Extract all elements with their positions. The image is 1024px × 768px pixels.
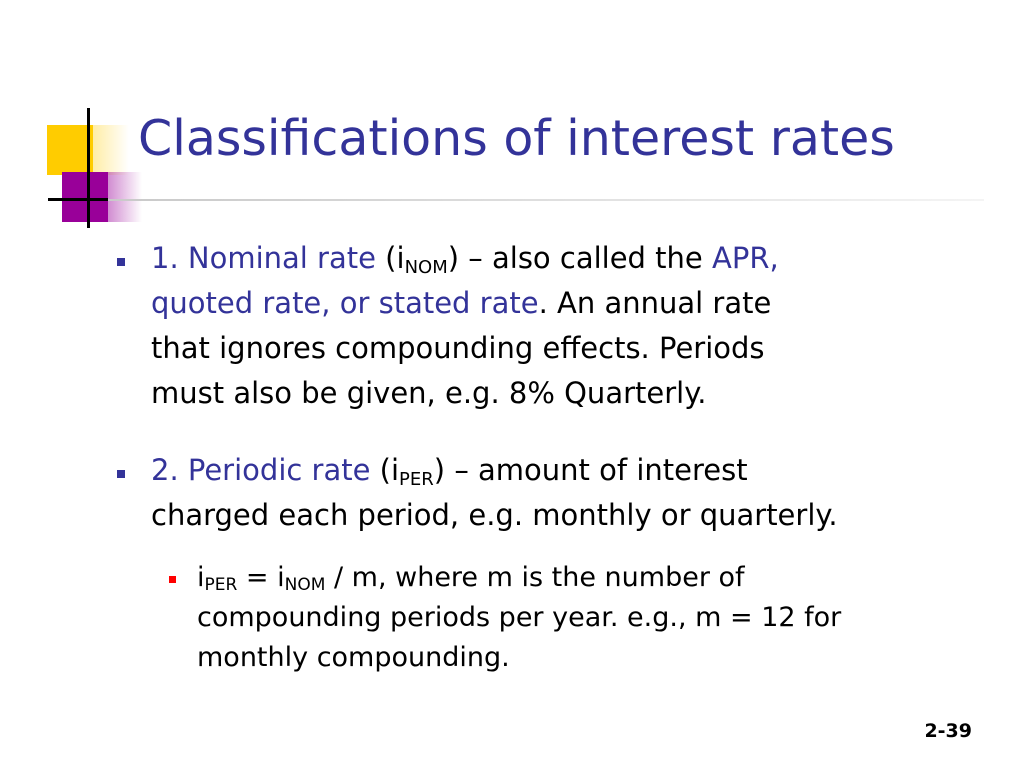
bullet-line: charged each period, e.g. monthly or quarterly. (151, 498, 838, 532)
bullet-square-icon (117, 470, 125, 478)
bullet-line (151, 448, 1001, 493)
subscript-nom: NOM (284, 575, 326, 595)
slide-title: Classifications of interest rates (138, 110, 895, 167)
title-ornament-purple-fade (108, 172, 142, 222)
text-fragment: = i (237, 562, 285, 593)
title-ornament-yellow-fade (93, 125, 129, 175)
text-fragment: ) – amount of interest (433, 453, 748, 487)
subscript-per: PER (204, 575, 238, 595)
text-fragment: ) – also called the (447, 241, 712, 275)
bullet-nominal-rate (151, 236, 991, 416)
text-fragment: . An annual rate (538, 286, 772, 320)
title-underline-rule (108, 199, 984, 201)
bullet-line (151, 236, 991, 281)
subscript-nom: NOM (404, 257, 448, 278)
title-ornament-horizontal-line (48, 198, 108, 201)
quoted-rate-term: quoted rate, or stated rate (151, 286, 539, 320)
sub-bullet-square-icon (169, 576, 176, 583)
text-fragment: i (197, 562, 205, 593)
bullet-square-icon (117, 258, 125, 266)
sub-bullet-formula (197, 558, 997, 678)
text-fragment: (i (370, 453, 400, 487)
page-number: 2-39 (924, 720, 972, 742)
title-ornament-vertical-line (87, 108, 90, 228)
nominal-rate-label: 1. Nominal rate (151, 241, 376, 275)
sub-bullet-line (197, 558, 997, 598)
apr-term: APR, (712, 241, 779, 275)
title-ornament-purple-square (62, 172, 108, 222)
text-fragment: / m, where m is the number of (325, 562, 745, 593)
bullet-line (151, 281, 991, 326)
bullet-periodic-rate (151, 448, 1001, 538)
sub-bullet-line: monthly compounding. (197, 642, 510, 673)
periodic-rate-label: 2. Periodic rate (151, 453, 371, 487)
text-fragment: (i (375, 241, 405, 275)
bullet-line: that ignores compounding effects. Periods (151, 331, 765, 365)
sub-bullet-line: compounding periods per year. e.g., m = 12 for (197, 602, 842, 633)
subscript-per: PER (399, 469, 434, 490)
bullet-line: must also be given, e.g. 8% Quarterly. (151, 376, 707, 410)
